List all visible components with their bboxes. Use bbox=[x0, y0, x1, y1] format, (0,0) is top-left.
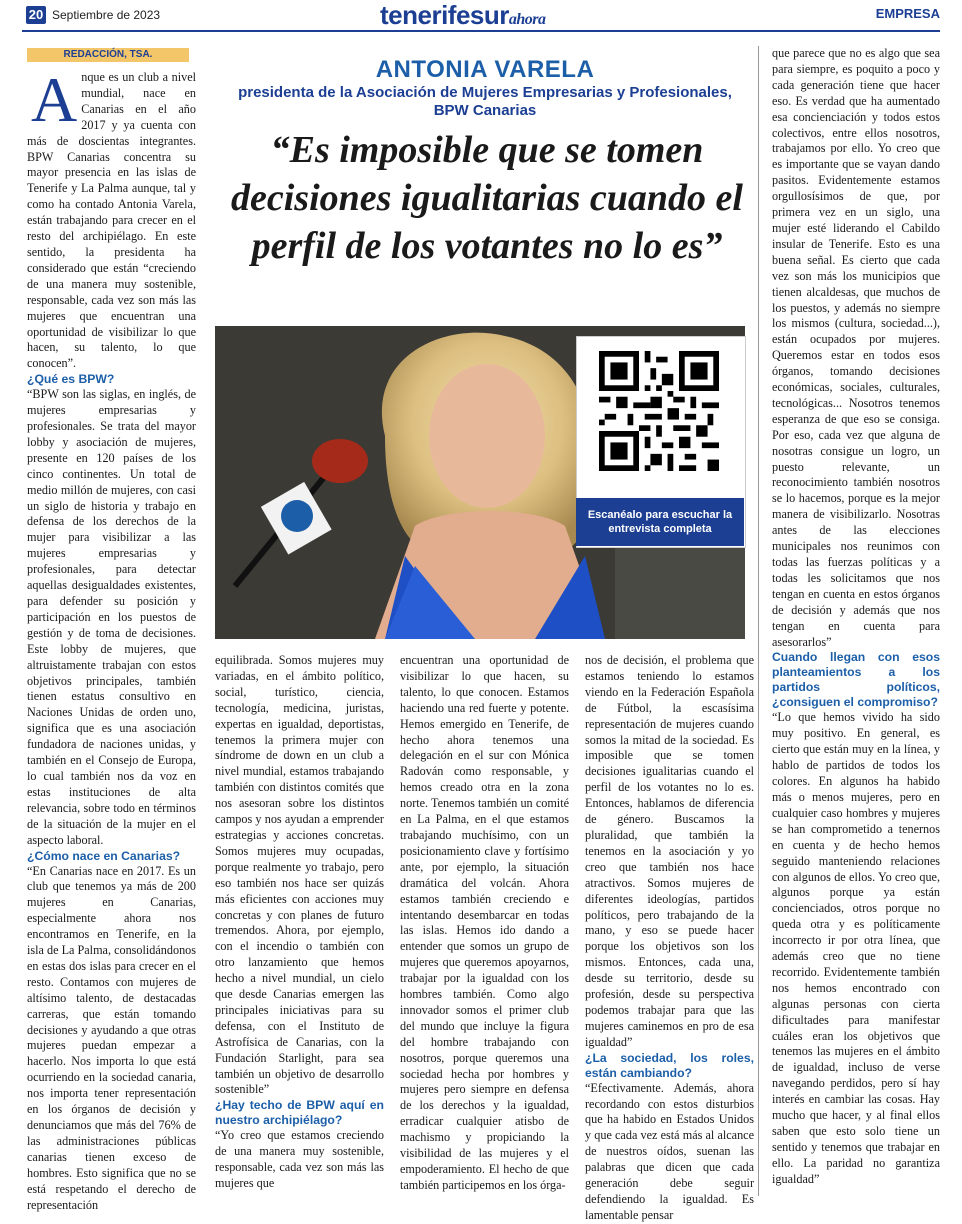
logo-main: tenerife bbox=[380, 0, 470, 30]
col4-paragraph-2: “Efectivamente. Además, ahora recordando con estos disturbios que ha habido en Estados Unidos y que cada vez está más al alcance de nuestros oídos, suenan las palabras que dicen que cada generación debe seguir defendiendo la igualdad. Es lamentable pensar bbox=[585, 1080, 754, 1222]
question-ceiling: ¿Hay techo de BPW aquí en nuestro archipiélago? bbox=[215, 1098, 384, 1128]
question-origin: ¿Cómo nace en Canarias? bbox=[27, 848, 181, 863]
question-roles-changing: ¿La sociedad, los roles, están cambiando? bbox=[585, 1050, 754, 1080]
column-3 bbox=[400, 653, 569, 1194]
question-parties-commitment: Cuando llegan con esos planteamientos a los partidos políticos, ¿consiguen el compromiso? bbox=[772, 650, 940, 710]
drop-cap: A bbox=[31, 64, 78, 135]
col1-paragraph-3: “En Canarias nace en 2017. Es un club que tenemos ya más de 200 mujeres en Canarias, especialmente ahora nos encontramos en Tenerife, en la isla de La Palma, consolidándonos en estas dos islas para crecer en el resto. Contamos con mujeres de altísimo talento, de destacadas carreras, que están tomando decisiones y ayudando a que otras mujeres puedan empezar a hacerlo. Nos importa lo que está ocurriendo en la sociedad canaria, nos importa tener representación en los órganos de decisión y denunciamos que más del 76% de las administraciones públicas canarias tienen exceso de hombres. Esto significa que no se está respetando el derecho de representación bbox=[27, 863, 196, 1212]
column-4 bbox=[585, 653, 754, 1224]
column-5 bbox=[772, 46, 940, 1188]
question-what-is-bpw: ¿Qué es BPW? bbox=[27, 372, 115, 387]
col2-paragraph-1: equilibrada. Somos mujeres muy variadas, en el ámbito político, social, turístico, ciencia, tecnología, medicina, juristas, expertas en igualdad, deportistas, tenemos la primera mujer con síndrome de down en un club a nivel mundial, estamos trabajando también con distintos comités que nos asesoran sobre los distintos campos y nos ayudan a emprender estrategias y acciones concretas. Somos mujeres muy ocupadas, porque realmente yo trabajo, pero eso también nos hace ser quizás más eficientes con acciones muy concretas y con planes de futuro tremendos. Ahora, por ejemplo, con el incendio o también con otro lanzamiento que hemos hecho a nivel mundial, un cielo que desde Canarias emergen las principales iniciativas para su defensa, con el Instituto de Astrofísica de Canarias, con la Fundación Starlight, para sea también un objetivo de desarrollo sostenible” bbox=[215, 653, 384, 1097]
qr-code-icon bbox=[599, 351, 719, 471]
col1-paragraph-1: nque es un club a nivel mundial, nace en Canarias en el año 2017 y ya cuenta con más de doscientas integrantes. BPW Canarias concentra su mayor presencia en las islas de Tenerife y La Palma aunque, tal y como ha contado Antonia Varela, están trabajando para crecer en el resto del archipiélago. En este sentido, la presidenta ha considerado que están “creciendo de una manera muy sostenible, responsable, cada vez son más las mujeres que encuentran una oportunidad de visibilizar lo que hacen, su talento, lo que conocen”. bbox=[27, 70, 196, 371]
logo-ahora: ahora bbox=[508, 11, 546, 28]
column-2 bbox=[215, 653, 384, 1192]
interviewee-name: ANTONIA VARELA bbox=[375, 56, 595, 83]
byline: REDACCIÓN, TSA. bbox=[27, 48, 189, 62]
col2-paragraph-2: “Yo creo que estamos creciendo de una manera muy sostenible, responsable, cada vez son más las mujeres que bbox=[215, 1128, 384, 1191]
newspaper-logo bbox=[380, 0, 546, 31]
column-1 bbox=[27, 64, 196, 1213]
logo-sur: sur bbox=[469, 0, 509, 30]
issue-date: Septiembre de 2023 bbox=[52, 8, 161, 22]
header-rule bbox=[22, 30, 940, 32]
page-number: 20 bbox=[26, 6, 46, 24]
col4-paragraph-1: nos de decisión, el problema que estamos teniendo lo estamos viendo en la Federación Española de Fútbol, la escasísima representación de mujeres cuando somos la mitad de la sociedad. Es imposible que se tomen decisiones igualitarias cuando el perfil de los votantes no lo es. Entonces, hablamos de diferencia de género. Buscamos la pluralidad, que también la tenemos en la asociación y yo creo que también nos hace atractivos. Somos mujeres de diferentes ideologías, partidos políticos, pero trabajando de la mano, y eso se puede hacer porque los objetivos son los mismos. Entonces, cada una, desde su territorio, desde su profesión, desde su perspectiva podemos trabajar para que las mujeres caminemos en pro de esa igualdad” bbox=[585, 653, 754, 1049]
headline: “Es imposible que se tomen decisiones igualitarias cuando el perfil de los votantes no lo es” bbox=[231, 129, 743, 267]
interviewee-role: presidenta de la Asociación de Mujeres Empresarias y Profesionales, BPW Canarias bbox=[238, 84, 732, 119]
col5-paragraph-2: “Lo que hemos vivido ha sido muy positivo. En general, es cierto que están muy en la línea, y hablo de partidos de todos los colores. En algunos ha habido más o menos mujeres, pero en cualquier caso hombres y mujeres se han comprometido a tenernos en cuenta y de hecho hemos seguido manteniendo relaciones con algunos de ellos. Yo creo que, algunos porque ya están concienciados, otros porque no queda otra y es políticamente incorrecto ir por otra línea, que además creo que no tiene recorrido. Evidentemente también nos hemos encontrado con algunas personas con cierta dificultades para manifestar cuáles eran los objetivos que tenemos las mujeres en el ámbito de igualdad, incluso de verse navegando perdidos, pero sí hay interés en cambiar las cosas. Hay mucho que hacer, y al final ellos saben que esto solo tiene un sentido y tenemos que trabajar en ello. La paridad no garantiza igualdad” bbox=[772, 710, 940, 1186]
col1-paragraph-2: “BPW son las siglas, en inglés, de mujeres empresarias y profesionales. Se trata del mayor lobby y asociación de mujeres, presente en 120 países de los cinco continentes. Un total de medio millón de mujeres, con casi un siglo de historia y trabajo en defensa de los derechos de la mujer para visibilizar a las mujeres empresarias y profesionales, para detectar aquellas desigualdades existentes, para defender su posición y participación en los puestos de gestión y de toma de decisiones. Este lobby de mujeres, que altruistamente trabajan con estos objetivos principales, también tienen estatus consultivo en Naciones Unidas de orden uno, significa que es una asociación fundadora de naciones unidas, y también en el Consejo de Europa, lo cual también nos da voz en estas instituciones de alta relevancia, sobre todo en términos de la situación de la mujer en el aspecto laboral. bbox=[27, 387, 196, 847]
section-label: EMPRESA bbox=[875, 6, 940, 21]
col5-paragraph-1: que parece que no es algo que sea para siempre, es poquito a poco y cada generación tiene que hacer eso. Es verdad que ha aumentado esa concienciación y todos estos colectivos, entre ellos nosotros, trabajamos por ello. Yo creo que es importante que se vayan dando pasitos. Evidentemente estamos orgullosísimos de que, por primera vez en un siglo, una mujer esté liderando el Cabildo insular de Tenerife. Esto es una buena señal. Es cierto que cada vez son más los municipios que tienen alcaldesas, que muchos de los puestos, y además no siempre los mismos (cultura, sociedad...), están ocupados por mujeres. Queremos estar en todos esos órganos, tomando decisiones económicas, sociales, culturales, tecnológicas... Nosotros tenemos esperanza de que eso se consiga. Por eso, cada vez que alguna de nosotras consigue un logro, un puesto relevante, un reconocimiento también nosotros se lo hacemos, porque es la mejor manera de visibilizarlo. Nosotras antes de las elecciones municipales nos reunimos con todas las fuerzas políticas y a todas les solicitamos que nos tengan en cuenta en estos órganos de decisión y además que nos tengan en cuenta para asesorarlos” bbox=[772, 46, 940, 649]
qr-caption: Escanéalo para escuchar la entrevista completa bbox=[576, 498, 744, 546]
col3-paragraph-1: encuentran una oportunidad de visibilizar lo que hacen, su talento, lo que conocen. Estamos haciendo una red fuerte y potente. Hemos emergido en Tenerife, de hecho ahora tenemos una delegación en el sur con Mónica Radován como responsable, y hemos creado otra en la zona norte. Tenemos también un comité en La Palma, en el que estamos trabajando muchísimo, con un posicionamiento clave y fortísimo ante, por ejemplo, la situación dramática del volcán. Ahora estamos también creciendo e intentando desembarcar en todas las islas. Hemos ido dando a entender que somos un grupo de mujeres que queremos apoyarnos, trabajar por la igualdad con los hombres también. Como algo innovador somos el primer club del mundo que incluye la figura del hombre trabajando con nosotros, porque queremos una sociedad hecha por hombres y mujeres pero siempre en defensa de los derechos y la igualdad, erradicar cualquier atisbo de machismo y propiciando la visibilidad de las mujeres y el empoderamiento. El hecho de que también participemos en los órga- bbox=[400, 653, 569, 1192]
column-divider bbox=[758, 46, 759, 1196]
